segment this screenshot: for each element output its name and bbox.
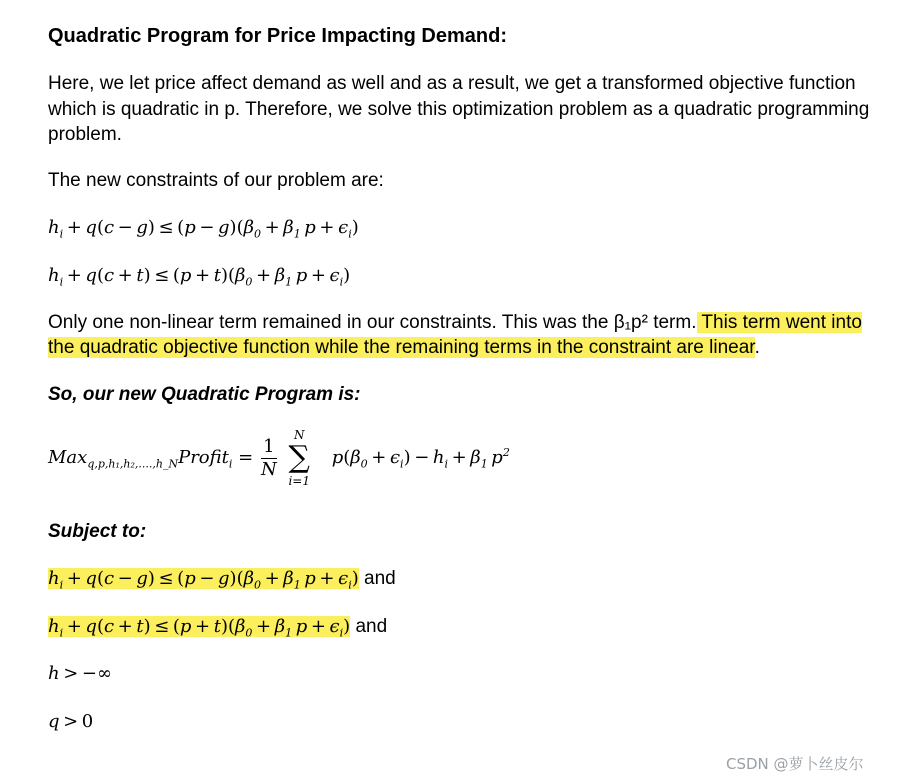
st-and-2: and: [350, 616, 388, 637]
subject-to-label: Subject to:: [48, 521, 147, 542]
remark-highlight-2: the quadratic objective function while the remaining terms in the constraint are linear: [48, 337, 755, 358]
section-title: Quadratic Program for Price Impacting Demand:: [48, 25, 507, 47]
constraints-intro: The new constraints of our problem are:: [48, 170, 384, 191]
fraction-denominator: N: [260, 458, 277, 480]
fraction: [261, 436, 277, 481]
intro-line-2: which is quadratic in p. Therefore, we solve this optimization problem as a quadratic programming: [48, 99, 870, 120]
remark-line-1: [48, 310, 862, 335]
objective-rhs: $p(\beta_0 + \epsilon_i) - h_i + \beta_1$ $p^2$: [331, 446, 510, 471]
constraint-equation-1: $h_i + q(c - g) \le (p - g)(\beta_0 + \beta_1$ $p + \epsilon_i$): [48, 217, 359, 241]
fraction-numerator: 1: [261, 436, 277, 459]
st-equation-1: $h_i + q(c - g) \le (p - g)(\beta_0 + \beta_1$ $p + \epsilon_i$): [48, 568, 359, 592]
sum-upper-limit: N: [293, 428, 305, 442]
remark-text: Only one non-linear term remained in our constraints. This was the β₁p² term.: [48, 312, 697, 333]
sum-symbol: ∑: [288, 440, 310, 475]
intro-line-3: problem.: [48, 124, 122, 145]
qp-heading: So, our new Quadratic Program is:: [48, 384, 361, 405]
objective-function: Max$_{q,p,h_1,h_2,....,h\_N}$Profit$_i$ = $\frac{1}{N}$ N ∑ i=1 $p(\beta_0 + \epsilon_i) - h_i + \beta_1$ $p^2$: [48, 428, 510, 488]
profit-subscript: i: [228, 457, 233, 471]
bound-h: h > −∞: [48, 663, 112, 684]
st-and-1: and: [358, 568, 396, 589]
intro-line-1: Here, we let price affect demand as well and as a result, we get a transformed objective function: [48, 73, 856, 94]
st-constraint-2: [48, 614, 387, 647]
max-subscript: q,p,h₁,h₂,....,h_N: [87, 457, 179, 471]
st-equation-2: $h_i + q(c + t) \le (p + t)(\beta_0 + \beta_1$ $p + \epsilon_i$): [48, 616, 351, 640]
summation: [288, 428, 310, 488]
sum-lower-limit: i=1: [288, 474, 310, 488]
max-operator: Max: [48, 447, 88, 468]
watermark: CSDN @萝卜丝皮尔: [726, 755, 864, 773]
profit-symbol: Profit: [178, 447, 229, 468]
remark-highlight-1: This term went into: [696, 312, 862, 333]
st-constraint-1: [48, 566, 396, 599]
remark-line-2: [48, 335, 760, 360]
bound-q: q > 0: [48, 711, 94, 732]
remark-end: .: [754, 337, 760, 358]
constraint-equation-2: $h_i + q(c + t) \le (p + t)(\beta_0 + \beta_1$ $p + \epsilon_i$): [48, 265, 351, 289]
